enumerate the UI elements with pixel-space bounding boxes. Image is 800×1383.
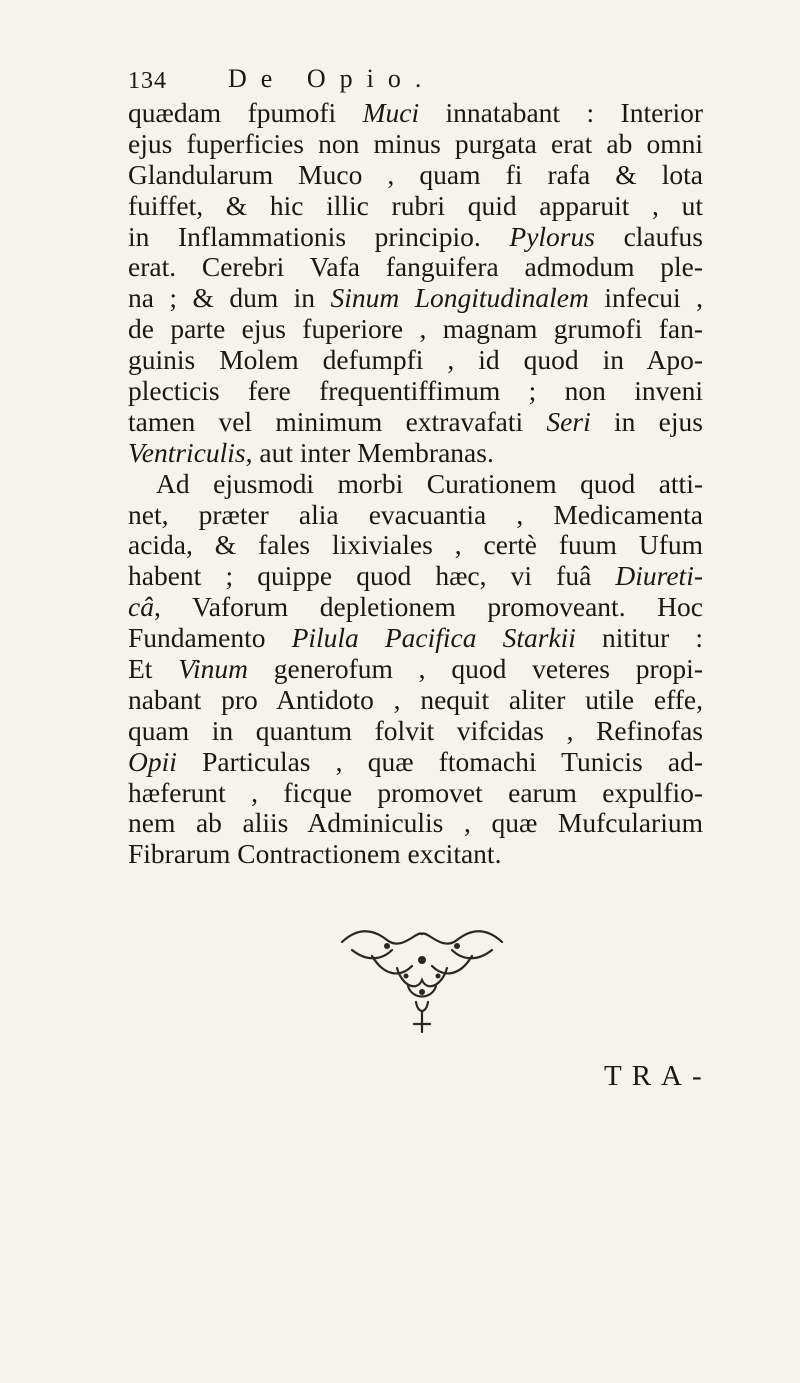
italic-term: Seri xyxy=(546,405,591,437)
text-line xyxy=(128,839,703,870)
italic-term: Opii xyxy=(128,745,177,777)
text-line xyxy=(128,222,703,253)
text-segment: guinis Molem defumpfi , id quod in Apo- xyxy=(128,344,703,376)
text-line xyxy=(128,438,703,469)
text-segment: nititur : xyxy=(575,622,703,654)
text-line xyxy=(128,160,703,191)
text-line xyxy=(128,716,703,747)
italic-term: Pilula Pacifica Starkii xyxy=(291,622,576,654)
text-segment: acida, & fales lixiviales , certè fuum Ufum xyxy=(128,529,703,561)
text-segment: quædam fpumofi xyxy=(128,97,363,128)
text-segment: innatabant : Interior xyxy=(419,97,703,128)
text-line xyxy=(128,129,703,160)
text-line xyxy=(128,747,703,778)
text-segment: in ejus xyxy=(590,405,703,437)
text-segment: hæferunt , ficque promovet earum expulfio- xyxy=(128,776,703,808)
text-segment: in Inflammationis principio. xyxy=(128,220,510,252)
text-segment: Et xyxy=(128,653,179,685)
text-segment: Glandularum Muco , quam fi rafa & lota xyxy=(128,158,703,190)
text-line xyxy=(128,623,703,654)
italic-term: Vinum xyxy=(178,653,248,685)
tailpiece-ornament xyxy=(312,920,532,1040)
text-line xyxy=(128,654,703,685)
text-line xyxy=(128,561,703,592)
italic-term: Ventriculis xyxy=(128,436,246,468)
text-segment: na ; & dum in xyxy=(128,282,331,314)
italic-term: Diureti- xyxy=(615,560,703,592)
text-segment: Fibrarum Contractionem excitant. xyxy=(128,838,502,870)
text-segment: quam in quantum folvit vifcidas , Refinofas xyxy=(128,714,703,746)
text-segment: habent ; quippe quod hæc, vi fuâ xyxy=(128,560,616,592)
text-segment: ejus fuperficies non minus purgata erat ab omni xyxy=(128,127,703,159)
text-segment: claufus xyxy=(594,220,703,252)
text-line xyxy=(128,530,703,561)
text-segment: tamen vel minimum extravafati xyxy=(128,405,547,437)
text-segment: plecticis fere frequentiffimum ; non inveni xyxy=(128,375,703,407)
text-line xyxy=(128,376,703,407)
text-line xyxy=(128,778,703,809)
text-line xyxy=(128,469,703,500)
text-segment: Particulas , quæ ftomachi Tunicis ad- xyxy=(176,745,703,777)
italic-term: câ xyxy=(128,591,154,623)
text-line xyxy=(128,500,703,531)
text-line xyxy=(128,283,703,314)
text-segment: de parte ejus fuperiore , magnam grumofi fan- xyxy=(128,313,703,345)
text-segment: net, præter alia evacuantia , Medicamenta xyxy=(128,498,703,530)
text-segment: nabant pro Antidoto , nequit aliter utile effe, xyxy=(128,683,703,715)
text-segment: nem ab aliis Adminiculis , quæ Mufcularium xyxy=(128,807,703,839)
text-line xyxy=(128,252,703,283)
text-segment: , Vaforum depletionem promoveant. Hoc xyxy=(153,591,703,623)
text-line xyxy=(128,345,703,376)
text-segment: fuiffet, & hic illic rubri quid apparuit , ut xyxy=(128,189,703,221)
text-segment: infecui , xyxy=(588,282,703,314)
text-segment: Ad ejusmodi morbi Curationem quod atti- xyxy=(156,467,703,499)
italic-term: Muci xyxy=(362,97,420,128)
text-segment: erat. Cerebri Vafa fanguifera admodum ple- xyxy=(128,251,703,283)
italic-term: Pylorus xyxy=(509,220,595,252)
catchword: TRA- xyxy=(604,1060,712,1092)
text-line xyxy=(128,191,703,222)
page-header xyxy=(128,60,708,100)
text-line xyxy=(128,808,703,839)
text-segment: Fundamento xyxy=(128,622,292,654)
text-line xyxy=(128,314,703,345)
body-text xyxy=(128,98,703,870)
text-line xyxy=(128,98,703,129)
text-segment: , aut inter Membranas. xyxy=(245,436,494,468)
text-line xyxy=(128,407,703,438)
text-line xyxy=(128,592,703,623)
page-number: 134 xyxy=(128,68,167,94)
italic-term: Sinum Longitudinalem xyxy=(330,282,589,314)
text-segment: generofum , quod veteres propi- xyxy=(248,653,703,685)
text-line xyxy=(128,685,703,716)
running-title: De Opio. xyxy=(228,64,436,93)
